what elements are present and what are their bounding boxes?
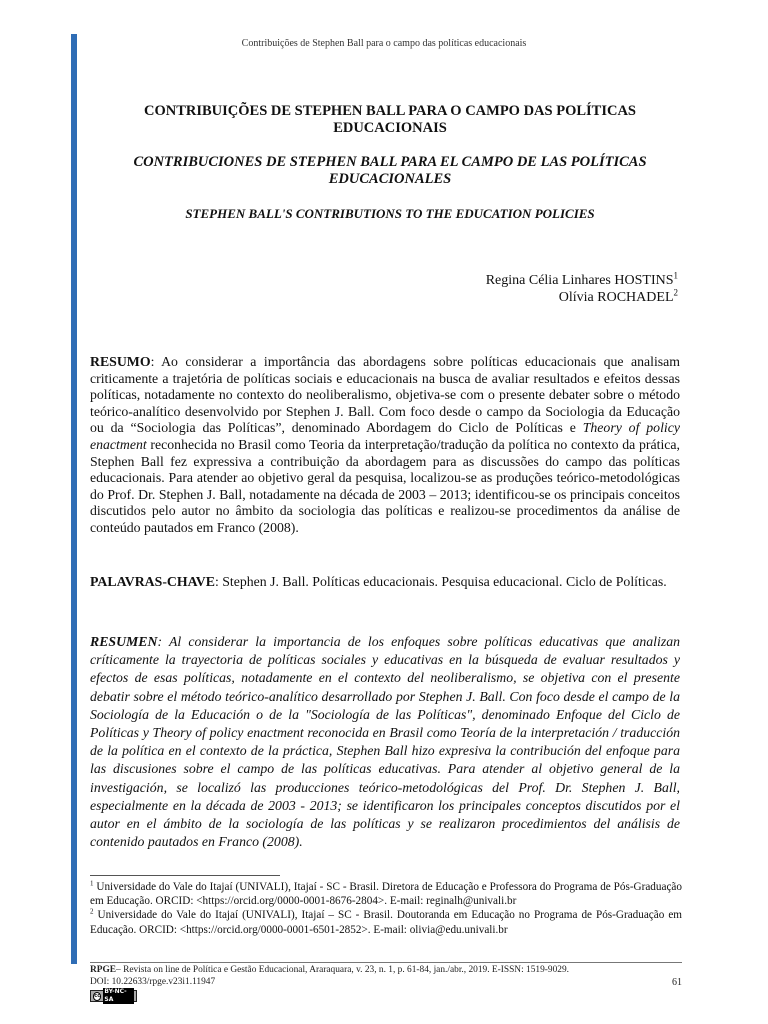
resumen-text: : Al considerar la importancia de los enfoques sobre políticas educativas que analizan críticamente la trayectoria de políticas sociales y educativas en la búsqueda de evaluar resultados y efectos de esas políticas, notadamente en el contexto del neoliberalismo, se objetiva con el presente debatir sobre el método teórico-analítico desarrollado por Stephen J. Ball. Con foco desde el campo de la Sociología de la Educación o de la "Sociología de las Políticas", denominado Enfoque del Ciclo de Políticas y Theory of policy enactment reconocida en Brasil como Teoría de la interpretación / traducción de la política en el contexto de la práctica, Stephen Ball hizo expresiva la contribución del enfoque para las discusiones sobre el campo de las políticas educativas. Para atender al objetivo general de la investigación, se localizó las producciones teórico-metodológicas del Prof. Dr. Stephen J. Ball, especialmente en la década de 2003 - 2013; se identificaron los principales conceptos discutidos por el autor en el ámbito de la sociología de las políticas y se realizaron procedimientos del análisis de contenido pautados en Franco (2008). [90,634,680,850]
journal-footer [90,965,682,988]
author-1 [486,272,678,289]
journal-citation-text: – Revista on line de Política e Gestão Educacional, Araraquara, v. 23, n. 1, p. 61-84, jan./abr., 2019. E-ISSN: 1519-9029. [116,965,569,975]
keywords-label: PALAVRAS-CHAVE [90,574,215,589]
keywords-text: : Stephen J. Ball. Políticas educacionais. Pesquisa educacional. Ciclo de Políticas. [214,574,667,589]
footnote-divider [90,875,280,876]
footnote-mark[interactable]: 1 [673,270,678,281]
footnote-mark[interactable]: 2 [673,287,678,298]
footnote-number: 2 [90,907,94,916]
title-english: STEPHEN BALL'S CONTRIBUTIONS TO THE EDUCATION POLICIES [185,206,595,221]
journal-name: RPGE [90,965,117,975]
author-name: Olívia ROCHADEL [558,290,674,305]
footnotes [90,880,682,937]
abstract-text: : Ao considerar a importância das abordagens sobre políticas educacionais que analisam criticamente a trajetória de políticas sociais e educacionais na busca de avaliar resultados e efeitos dessas políticas, notadamente no contexto do neoliberalismo, objetiva-se com o presente debater sobre o método teórico-analítico desenvolvido por Stephen J. Ball. Com foco desde o campo da Sociologia da Educação ou da “Sociologia das Políticas”, denominado Abordagem do Ciclo de Políticas e [90,354,680,436]
author-2 [486,289,678,306]
title-spanish: CONTRIBUCIONES DE STEPHEN BALL PARA EL CAMPO DE LAS POLÍTICAS EDUCACIONALES [133,154,647,187]
footer-divider [90,962,682,963]
abstract-portuguese [90,354,680,537]
cc-license-label: BY-NC-SA [103,988,134,1004]
running-head: Contribuições de Stephen Ball para o campo das políticas educacionais [241,38,527,49]
keywords [90,574,680,591]
abstract-label: RESUMO [90,354,151,369]
footnote-number: 1 [90,879,94,888]
page-number: 61 [672,977,682,988]
cc-icon: cc [94,993,101,999]
footnote-2 [90,908,682,936]
footnote-text: Universidade do Vale do Itajaí (UNIVALI), Itajaí - SC - Brasil. Diretora de Educação e Professora do Programa de Pós-Graduação em Educação. ORCID: <https://orcid.org/0000-0001-8676-2804>. E-mail: reginalh@univali.br [90,881,682,908]
creative-commons-badge[interactable] [90,990,137,1002]
doi-link[interactable]: DOI: 10.22633/rpge.v23i1.11947 [90,976,216,987]
footnote-1 [90,880,682,908]
footnote-text: Universidade do Vale do Itajaí (UNIVALI), Itajaí – SC - Brasil. Doutoranda em Educação no Programa de Pós-Graduação em Educação. ORCID: <https://orcid.org/0000-0001-6501-2852>. E-mail: olivia@edu.univali.br [90,909,682,936]
abstract-text-continued: reconhecida no Brasil como Teoria da interpretação/tradução da política no contexto da prática, Stephen Ball fez expressiva a contribuição da abordagem para as discussões do campo das políticas educacionais. Para atender ao objetivo geral da pesquisa, localizou-se as produções teórico-metodológicas do Prof. Dr. Stephen J. Ball, notadamente na década de 2003 – 2013; identificou-se os principais conceitos discutidos pelo autor no âmbito da sociologia das políticas e realizou-se procedimentos da análise de conteúdo pautados em Franco (2008). [90,436,680,535]
resumen-label: RESUMEN [90,634,158,649]
author-list [486,272,678,306]
journal-citation [90,965,682,977]
title-portuguese: CONTRIBUIÇÕES DE STEPHEN BALL PARA O CAMPO DAS POLÍTICAS EDUCACIONAIS [143,103,636,136]
side-accent-bar [71,34,77,964]
abstract-spanish [90,633,680,851]
author-name: Regina Célia Linhares HOSTINS [485,273,674,288]
abstract-emphasis: Theory of policy enactment [90,420,680,452]
